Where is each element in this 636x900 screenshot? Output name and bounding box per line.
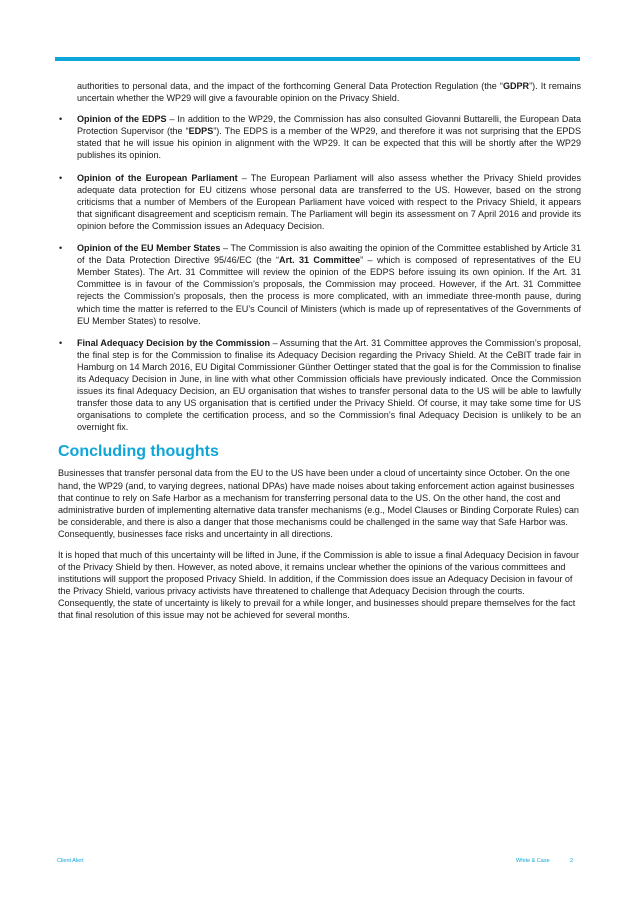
body-paragraph: Businesses that transfer personal data from the EU to the US have been under a cloud of uncertainty since October. On the one hand, the WP29 (and, to varying degrees, national DPAs) have made noises about taking enforcement action against businesses that continue to rely on Safe Harbor as a mechanism for transferring personal data to the US. On the other hand, the cost and administrative burden of implementing alternative data transfer mechanisms (e.g., Model Clauses or Binding Corporate Rules) can be considerable, and there is also a danger that those mechanisms could be challenged in the same way that Safe Harbor was. Consequently, businesses face risks and uncertainty in all directions. (58, 468, 579, 539)
bullet-title: Opinion of the EU Member States (77, 243, 221, 254)
bullet-item: • Opinion of the EDPS – In addition to the WP29, the Commission has also consulted Giovanni Buttarelli, the European Data Protection Supervisor (the “EDPS”). The EDPS is a member of the WP29, and therefore it was not surprising that the EPDS stated that he will issue his opinion in alignment with the WP29. It can be expected that this will be shortly after the WP29 publishes its opinion. (59, 114, 582, 161)
bullet-title: Opinion of the EDPS (77, 114, 167, 125)
intro-continuation-paragraph: authorities to personal data, and the impact of the forthcoming General Data Protection Regulation (the “GDPR”). It remains uncertain whether the WP29 will give a favourable opinion on the Privacy Shield. (77, 81, 581, 104)
bullet-item: • Opinion of the European Parliament – The European Parliament will also assess whether the Privacy Shield provides adequate data protection for EU citizens whose personal data are transferred to the US. However, based on the strong criticisms that a number of Members of the European Parliament have voiced with respect to the Privacy Shield, it appears that significant disagreement and scepticism remain. The Parliament will begin its assessment on 7 April 2016 and provide its opinion before the Commission issues an Adequacy Decision. (59, 172, 581, 231)
bullet-icon: • (59, 243, 63, 254)
bullet-icon: • (59, 337, 63, 348)
page-number: 2 (570, 858, 574, 864)
defined-term: EDPS (188, 126, 214, 137)
defined-term: GDPR (502, 81, 530, 91)
bullet-item: • Opinion of the EU Member States – The Commission is also awaiting the opinion of the Committee established by Article 31 of the Data Protection Directive 95/46/EC (the “Art. 31 Committee” – which is composed of representatives of the EU Member States). The Art. 31 Committee will review the opinion of the EDPS before issuing its own opinion. If the Art. 31 Committee is in favour of the Commission’s proposals, the Commission may proceed. However, if the Art. 31 Committee rejects the Commission’s proposals, then the process is more complicated, with an immediate three-month pause, during which time the matter is referred to the EU’s Council of Ministers (which is made up of representatives of the Governments of EU Member States) to resolve. (59, 243, 581, 326)
footer-publication-label: Client Alert (57, 858, 84, 864)
section-heading: Concluding thoughts (58, 443, 219, 461)
body-paragraph: It is hoped that much of this uncertainty will be lifted in June, if the Commission is able to issue a final Adequacy Decision in favour of the Privacy Shield by then. However, as noted above, it remains unclear whether the opinions of the various committees and institutions will support the proposed Privacy Shield. In addition, if the Commission does issue an Adequacy Decision in favour of the Privacy Shield, various privacy activists have threatened to challenge that Adequacy Decision through the courts. Consequently, the state of uncertainty is likely to prevail for a while longer, and businesses should prepare themselves for the fact that final resolution of this issue may not be achieved for several months. (58, 550, 579, 621)
footer-firm-name: White & Case (516, 858, 550, 864)
defined-term: Art. 31 Committee (279, 255, 361, 266)
bullet-title: Opinion of the European Parliament (77, 172, 238, 183)
bullet-icon: • (59, 114, 63, 125)
bullet-item: • Final Adequacy Decision by the Commission – Assuming that the Art. 31 Committee approves the Commission’s proposal, the final step is for the Commission to finalise its Adequacy Decision regarding the Privacy Shield. At the CeBIT trade fair in Hamburg on 14 March 2016, EU Digital Commissioner Günther Oettinger stated that the goal is for the Commission to finalise its Adequacy Decision in June, in line with what other Commission officials have previously indicated. Once the Commission issues its final Adequacy Decision, an EU organisation that wishes to transfer personal data to the US will be able to lawfully transfer those data to any US organisation that is certified under the Privacy Shield. Of course, it may take some time for US organisations to complete the certification process, and so the Commission’s final Adequacy Decision is unlikely to be an overnight fix. (59, 337, 581, 433)
bullet-title: Final Adequacy Decision by the Commission (77, 337, 271, 348)
bullet-icon: • (59, 172, 63, 183)
bullet-list (58, 113, 581, 433)
page-content (58, 80, 581, 631)
header-rule (55, 57, 580, 61)
